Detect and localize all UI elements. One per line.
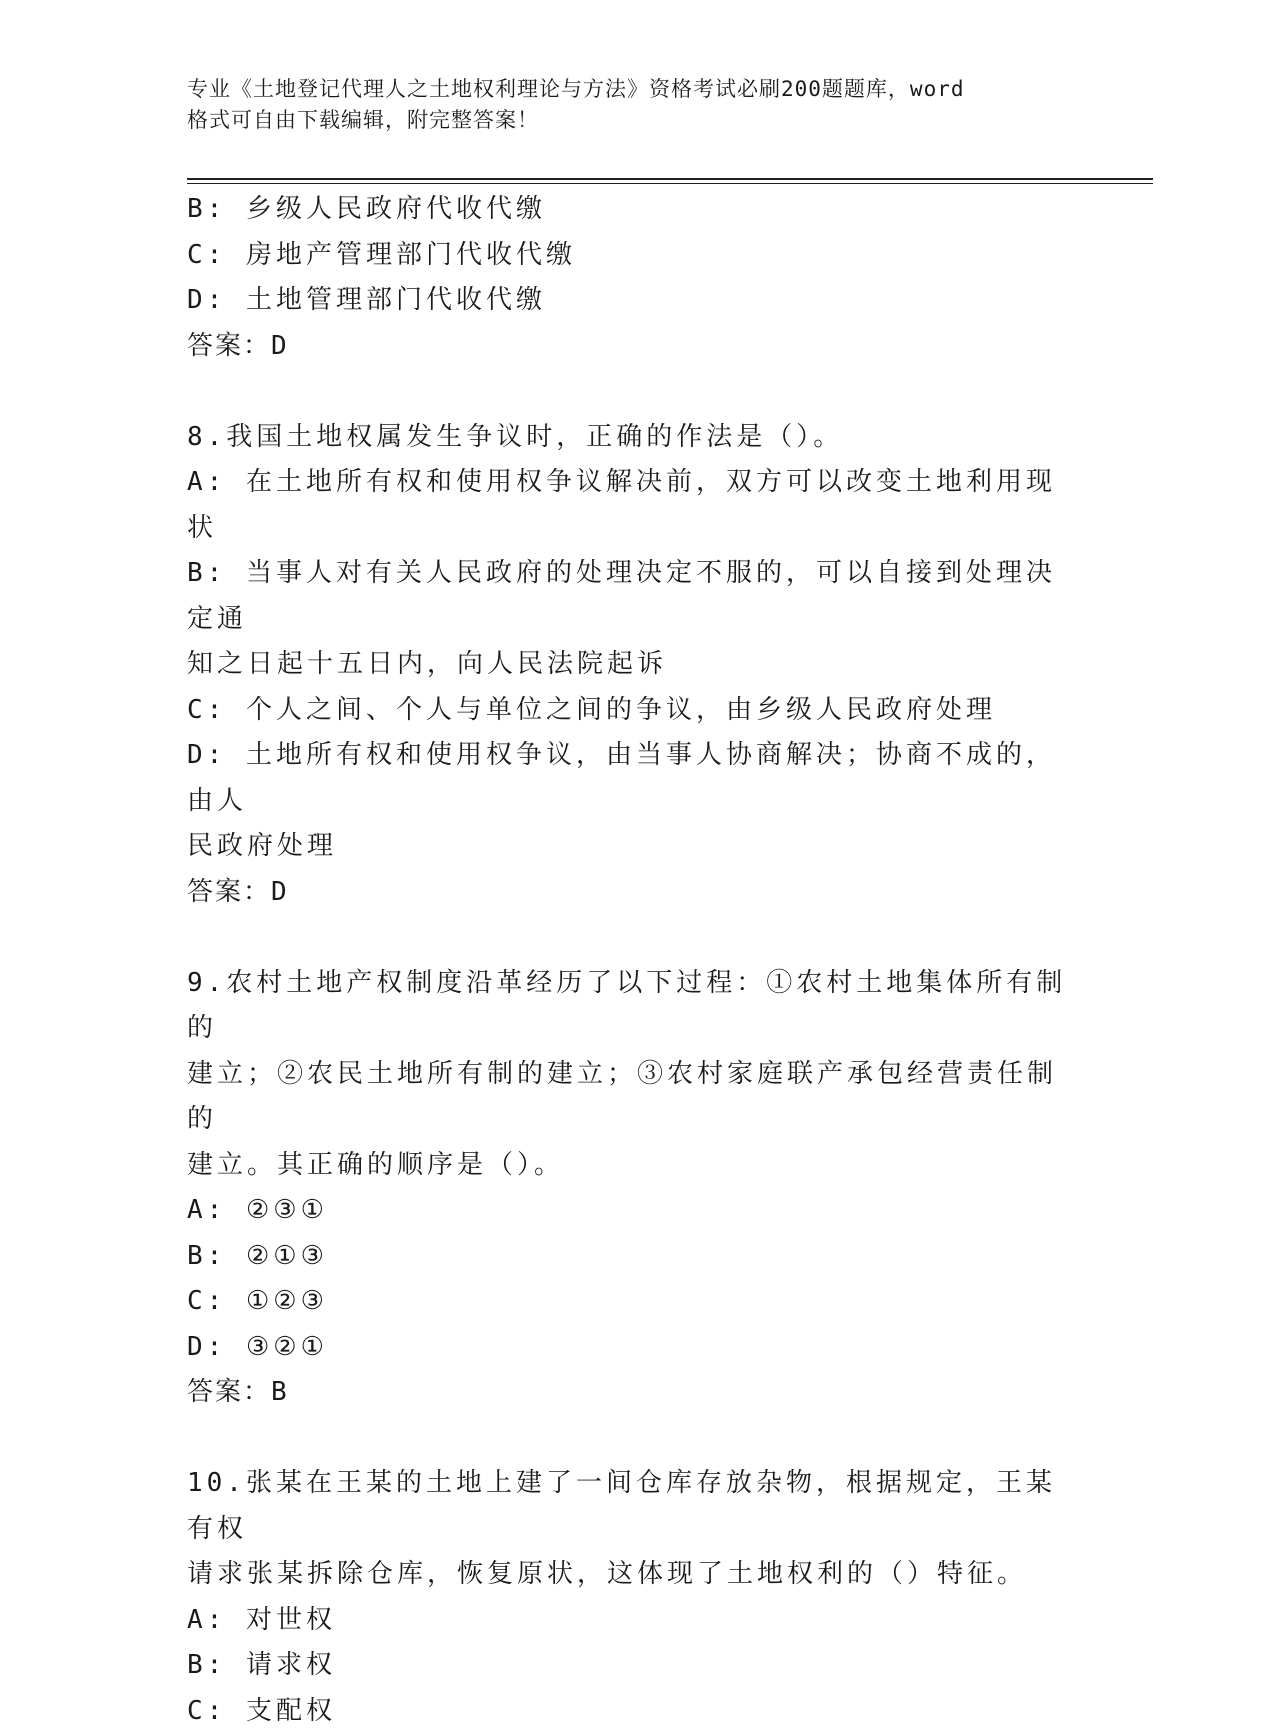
question-spacer <box>187 369 1077 415</box>
header-title-line-1: 专业《土地登记代理人之土地权利理论与方法》资格考试必刷200题题库，word <box>187 74 1087 105</box>
q9-option-d: D: ③②① <box>187 1325 1077 1371</box>
question-8 <box>187 415 1077 916</box>
q10-option-c: C: 支配权 <box>187 1689 1077 1734</box>
q9-stem-line-2: 建立；②农民土地所有制的建立；③农村家庭联产承包经营责任制的 <box>187 1052 1077 1143</box>
q8-option-a: A: 在土地所有权和使用权争议解决前，双方可以改变土地利用现状 <box>187 460 1077 551</box>
q9-option-c: C: ①②③ <box>187 1279 1077 1325</box>
question-9 <box>187 961 1077 1416</box>
q9-option-b: B: ②①③ <box>187 1234 1077 1280</box>
question-spacer <box>187 1416 1077 1462</box>
q8-option-b-line-2: 知之日起十五日内，向人民法院起诉 <box>187 642 1077 688</box>
header-title-line-2: 格式可自由下载编辑，附完整答案！ <box>187 105 1087 136</box>
q8-option-d-line-2: 民政府处理 <box>187 824 1077 870</box>
q7-option-b: B: 乡级人民政府代收代缴 <box>187 187 1077 233</box>
q8-answer: 答案：D <box>187 870 1077 916</box>
question-spacer <box>187 915 1077 961</box>
document-header <box>187 74 1087 136</box>
q9-option-a: A: ②③① <box>187 1188 1077 1234</box>
q10-stem-line-2: 请求张某拆除仓库，恢复原状，这体现了土地权利的（）特征。 <box>187 1552 1077 1598</box>
q8-option-c: C: 个人之间、个人与单位之间的争议，由乡级人民政府处理 <box>187 688 1077 734</box>
q7-option-c: C: 房地产管理部门代收代缴 <box>187 233 1077 279</box>
header-divider-thin <box>187 183 1153 184</box>
question-list <box>187 187 1077 1734</box>
question-7 <box>187 187 1077 369</box>
q7-answer: 答案：D <box>187 324 1077 370</box>
q8-option-d-line-1: D: 土地所有权和使用权争议，由当事人协商解决；协商不成的，由人 <box>187 733 1077 824</box>
question-10 <box>187 1461 1077 1734</box>
q10-stem-line-1: 10.张某在王某的土地上建了一间仓库存放杂物，根据规定，王某有权 <box>187 1461 1077 1552</box>
q9-stem-line-1: 9.农村土地产权制度沿革经历了以下过程：①农村土地集体所有制的 <box>187 961 1077 1052</box>
q9-stem-line-3: 建立。其正确的顺序是（）。 <box>187 1143 1077 1189</box>
header-divider-thick <box>187 178 1153 180</box>
q7-option-d: D: 土地管理部门代收代缴 <box>187 278 1077 324</box>
q10-option-b: B: 请求权 <box>187 1643 1077 1689</box>
q8-stem: 8.我国土地权属发生争议时，正确的作法是（）。 <box>187 415 1077 461</box>
q8-option-b-line-1: B: 当事人对有关人民政府的处理决定不服的，可以自接到处理决定通 <box>187 551 1077 642</box>
q10-option-a: A: 对世权 <box>187 1598 1077 1644</box>
q9-answer: 答案：B <box>187 1370 1077 1416</box>
